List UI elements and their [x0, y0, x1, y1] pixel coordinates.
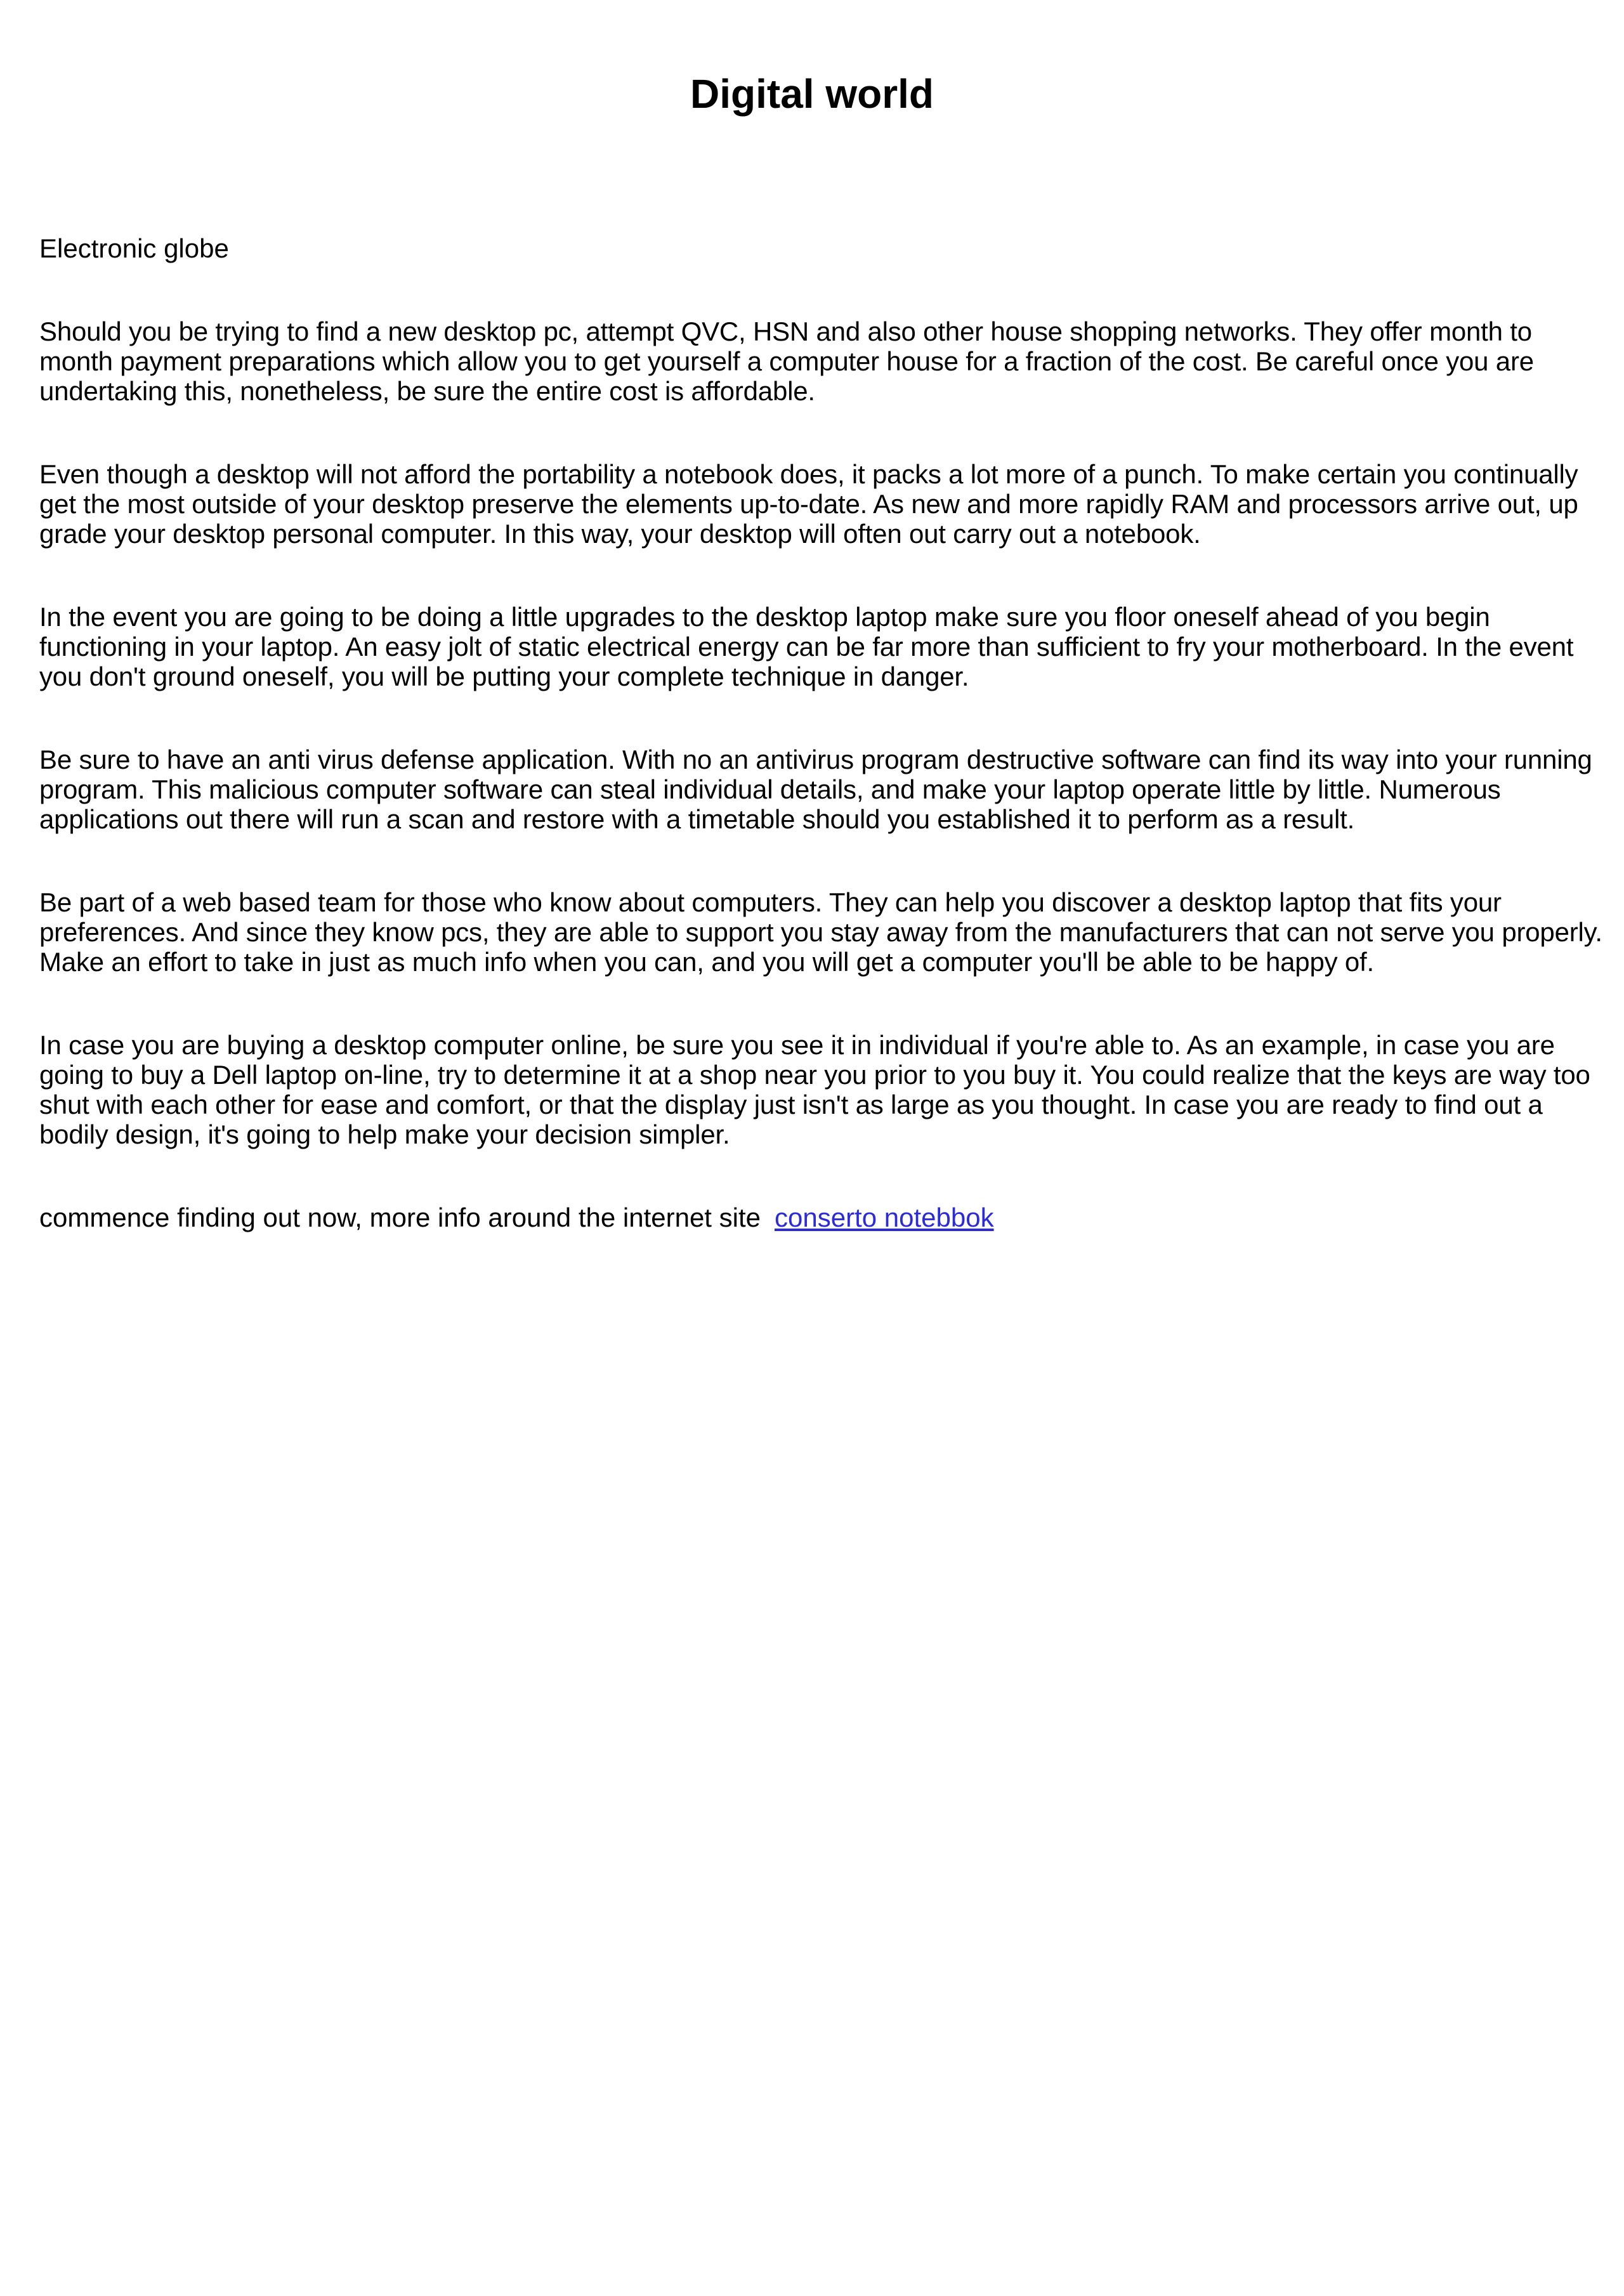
- closing-line: [39, 1203, 1606, 1232]
- conserto-notebook-link[interactable]: conserto notebbok: [775, 1203, 994, 1232]
- paragraph-1: Should you be trying to find a new desktop pc, attempt QVC, HSN and also other house shopping networks. They offer month to month payment preparations which allow you to get yourself a computer house for a fraction of the cost. Be careful once you are undertaking this, nonetheless, be sure the entire cost is affordable.: [39, 316, 1534, 406]
- paragraph-6: In case you are buying a desktop computer online, be sure you see it in individual if you're able to. As an example, in case you are going to buy a Dell laptop on-line, try to determine it at a shop near you prior to you buy it. You could realize that the keys are way too shut with each other for ease and comfort, or that the display just isn't as large as you thought. In case you are ready to find out a bodily design, it's going to help make your decision simpler.: [39, 1030, 1590, 1149]
- subtitle: Electronic globe: [39, 233, 229, 263]
- paragraph-5: Be part of a web based team for those who know about computers. They can help you discover a desktop laptop that fits your preferences. And since they know pcs, they are able to support you stay away from the manufacturers that can not serve you properly. Make an effort to take in just as much info when you can, and you will get a computer you'll be able to be happy of.: [39, 887, 1602, 977]
- page-title: Digital world: [690, 71, 934, 117]
- paragraph-2: Even though a desktop will not afford the portability a notebook does, it packs a lot more of a punch. To make certain you continually get the most outside of your desktop preserve the elements up-to-date. As new and more rapidly RAM and processors arrive out, up grade your desktop personal computer. In this way, your desktop will often out carry out a notebook.: [39, 459, 1578, 549]
- closing-text: commence finding out now, more info around the internet site: [39, 1203, 761, 1232]
- paragraph-4: Be sure to have an anti virus defense application. With no an antivirus program destructive software can find its way into your running program. This malicious computer software can steal individual details, and make your laptop operate little by little. Numerous applications out there will run a scan and restore with a timetable should you established it to perform as a result.: [39, 745, 1592, 834]
- document-body: [39, 233, 1606, 1232]
- paragraph-3: In the event you are going to be doing a little upgrades to the desktop laptop make sure you floor oneself ahead of you begin functioning in your laptop. An easy jolt of static electrical energy can be far more than sufficient to fry your motherboard. In the event you don't ground oneself, you will be putting your complete technique in danger.: [39, 602, 1574, 691]
